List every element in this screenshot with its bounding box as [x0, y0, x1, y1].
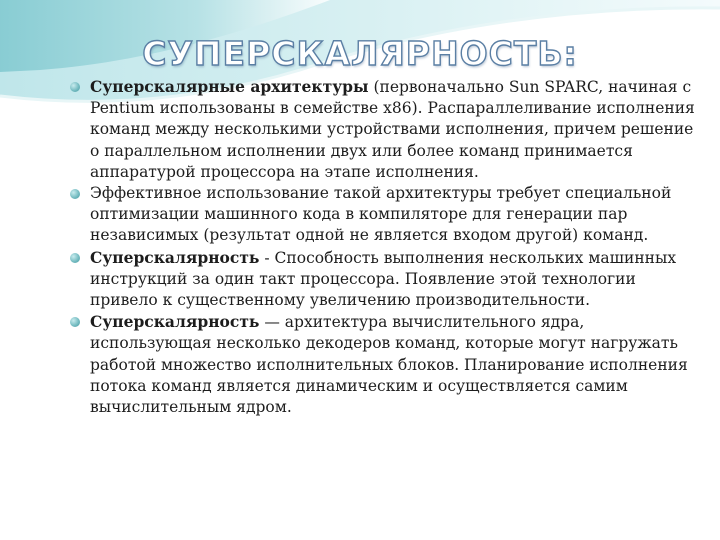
bullet-item — [70, 311, 700, 418]
bullet-icon — [70, 189, 80, 199]
bullet-lead: Суперскалярные архитектуры — [90, 77, 369, 96]
bullet-item — [70, 247, 700, 312]
bullet-lead: Суперскалярность — [90, 247, 260, 267]
slide-title: СУПЕРСКАЛЯРНОСТЬ: — [142, 34, 578, 73]
bullet-icon — [70, 82, 80, 92]
bullet-icon — [70, 253, 80, 263]
bullet-list — [70, 76, 700, 418]
bullet-lead: Суперскалярность — [90, 312, 260, 332]
bullet-item — [70, 76, 700, 183]
bullet-text: — архитектура вычислительного ядра, использующая несколько декодеров команд, которые могут нагружать работой множество исполнительных блоков. Планирование исполнения потока команд является динамическим и осуществляется самим вычислительным ядром. — [90, 313, 688, 417]
bullet-icon — [70, 317, 80, 327]
bullet-text: Эффективное использование такой архитектуры требует специальной оптимизации машинного кода в компиляторе для генерации пар независимых (результат одной не является входом другой) команд. — [90, 184, 672, 245]
bullet-text: (первоначально Sun SPARC, начиная с Pentium использованы в семействе x86). Распараллеливание исполнения команд между несколькими устройствами исполнения, причем решение о параллельном исполнении двух или более команд принимается аппаратурой процессора на этапе исполнения. — [90, 78, 695, 181]
bullet-text: - Способность выполнения нескольких машинных инструкций за один такт процессора. Появление этой технологии привело к существенному увеличению производительности. — [90, 248, 677, 310]
bullet-item — [70, 183, 700, 247]
